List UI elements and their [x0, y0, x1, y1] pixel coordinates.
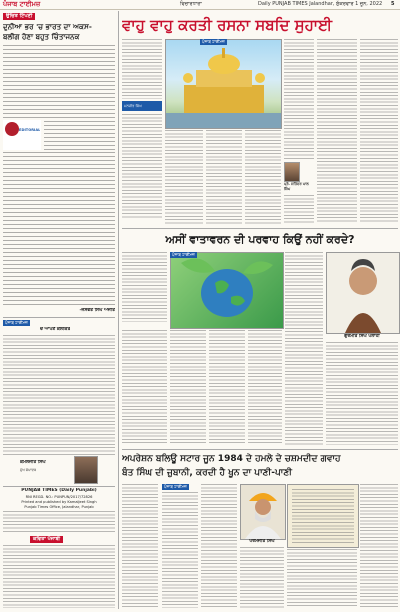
page-header — [0, 0, 400, 10]
masthead-title: PUNJAB TIMES (Daily Punjabi) — [21, 488, 97, 493]
middle-story-col3-text — [209, 330, 245, 445]
left-section3-label: ਕਵਿਤਾ ਪੰਜਾਬੀ — [30, 536, 63, 543]
bottom-story-byline: ਪਰਮਜੀਤ ਸਿੰਘ — [249, 539, 275, 544]
editor-signature — [20, 456, 98, 484]
bottom-story-col1-text — [122, 484, 158, 608]
newspaper-brand: ਪੰਜਾਬ ਟਾਈਮਜ਼ — [3, 0, 41, 8]
left-section-badge: ਉਚਿਤ ਟਿੱਪਣੀ — [3, 13, 35, 20]
issue-line: Daily PUNJAB TIMES Jalandhar, ਸ਼ੁੱਕਰਵਾਰ 1 ਜੂਨ, 2022 — [258, 1, 383, 7]
top-story-col4-text — [245, 130, 281, 224]
editor-photo — [74, 456, 98, 484]
top-story-col6-text — [317, 39, 357, 224]
top-story-intro-text — [122, 39, 162, 99]
bant-singh-photo — [240, 484, 286, 540]
top-story-byline-box — [122, 101, 162, 111]
left-section2-title: ਦੋ ਆਪਣੇ ਕਲੰਕਿਤ — [40, 327, 71, 332]
top-story-col1-text — [122, 114, 162, 219]
top-story-col5-text-cont — [284, 195, 314, 224]
middle-story-author-photo — [326, 252, 400, 334]
left-section2-text — [3, 335, 115, 455]
editor-name: ਕਮਲਜੀਤ ਸਿੰਘ — [20, 460, 46, 465]
left-article-text-side — [44, 121, 115, 150]
editorial-box — [3, 120, 41, 150]
left-section3-text — [3, 545, 115, 608]
middle-story-col1-text — [122, 252, 167, 322]
bottom-story-quote-box — [287, 484, 359, 548]
top-story-col2-text — [165, 130, 203, 224]
top-story-tag: ਪੰਜਾਬ ਟਾਈਮਜ਼ — [202, 39, 225, 44]
masthead-line1: RNI REGD. NO.: PUNPUN/2017/72826 — [25, 495, 93, 499]
golden-temple-illustration — [166, 40, 281, 128]
middle-story-col6-text — [326, 342, 398, 445]
top-story-col3-text — [206, 130, 242, 224]
left-author: -ਜਸਵੰਤ ਸਿੰਘ ਅਜੀਤ — [79, 308, 115, 313]
left-article-text — [3, 45, 115, 120]
editorial-emblem-icon — [5, 122, 19, 136]
editorial-label: EDITORIAL — [19, 128, 41, 132]
masthead-line3: Punjab Times Office, Jalandhar, Punjab — [24, 505, 94, 509]
bottom-story-col6-text — [360, 484, 398, 608]
top-story-author-name: ਪ੍ਰੋ. ਸਤਿੰਦਰ ਪਾਲ ਸਿੰਘ — [284, 182, 309, 191]
author-portrait-illustration — [327, 253, 399, 333]
masthead-line2: Printed and published by Kamaljeet Singh — [21, 500, 97, 504]
earth-leaves-illustration — [171, 253, 283, 328]
top-story-author-photo — [284, 162, 300, 182]
bottom-story-col4-text — [240, 547, 284, 608]
bottom-story-tag: ਪੰਜਾਬ ਟਾਈਮਜ਼ — [164, 484, 187, 489]
bottom-story-quote-text — [292, 489, 354, 543]
top-story-author-box — [284, 162, 314, 192]
left-title-line1: ਦੁਨੀਆ ਭਰ 'ਚ ਭਾਰਤ ਦਾ ਅਕਸ- — [3, 22, 92, 31]
editor-role: ਮੁੱਖ ਸੰਪਾਦਕ — [20, 468, 37, 472]
bottom-story-title-line2: ਬੰਤ ਸਿੰਘ ਦੀ ਜ਼ੁਬਾਨੀ, ਕਰਦੀ ਹੈ ਖੂਨ ਦਾ ਪਾਣੀ-ਪਾਣੀ — [122, 468, 292, 478]
top-story-col5-text — [284, 39, 314, 159]
middle-story-byline: ਗੁਰਮੀਤ ਸਿੰਘ ਪਲਾਹੀ — [344, 334, 380, 339]
middle-story-title: ਅਸੀਂ ਵਾਤਾਵਰਨ ਦੀ ਪਰਵਾਹ ਕਿਉਂ ਨਹੀਂ ਕਰਦੇ? — [165, 233, 355, 246]
middle-story-col2-text — [170, 330, 206, 445]
portrait-illustration — [241, 485, 285, 539]
left-divider-2 — [3, 486, 115, 487]
bottom-story-col3-text — [201, 484, 237, 608]
bottom-story-col5-text — [287, 549, 357, 608]
bottom-story-title-line1: ਅਪਰੇਸ਼ਨ ਬਲਿਊ ਸਟਾਰ ਜੂਨ 1984 ਦੇ ਹਮਲੇ ਦੇ ਚਸ਼ਮਦੀਦ ਗਵਾਹ — [122, 454, 341, 464]
divider-middle-bottom — [122, 449, 398, 450]
page-number: 5 — [391, 1, 395, 7]
middle-story-col4-text — [248, 330, 282, 445]
bottom-story-col2-text — [162, 492, 198, 608]
masthead-details — [3, 511, 115, 533]
top-story-title: ਵਾਹੁ ਵਾਹੁ ਕਰਤੀ ਰਸਨਾ ਸਬਦਿ ਸੁਹਾਈ — [122, 16, 333, 34]
section-name: ਵਿਚਾਰਧਾਰਾ — [180, 1, 202, 7]
left-article-text-cont — [3, 152, 115, 307]
top-story-byline: ਮਨਜੀਤ ਸਿੰਘ — [124, 104, 142, 108]
left-title-line2: ਬਲੀਗ ਹੋਣਾ ਬਹੁਤ ਚਿੰਤਾਜਨਕ — [3, 32, 80, 41]
left-section2-label: ਪੰਜਾਬ ਟਾਈਮਜ਼ — [5, 320, 28, 325]
divider-top-middle — [122, 228, 398, 229]
middle-story-col1-text-cont — [122, 330, 167, 445]
environment-photo — [170, 252, 284, 329]
top-story-col7-text — [360, 39, 398, 224]
middle-story-col5-text — [285, 252, 323, 445]
golden-temple-photo — [165, 39, 282, 129]
left-divider-1 — [3, 317, 115, 318]
middle-story-tag: ਪੰਜਾਬ ਟਾਈਮਜ਼ — [172, 252, 195, 257]
column-separator — [118, 11, 119, 609]
